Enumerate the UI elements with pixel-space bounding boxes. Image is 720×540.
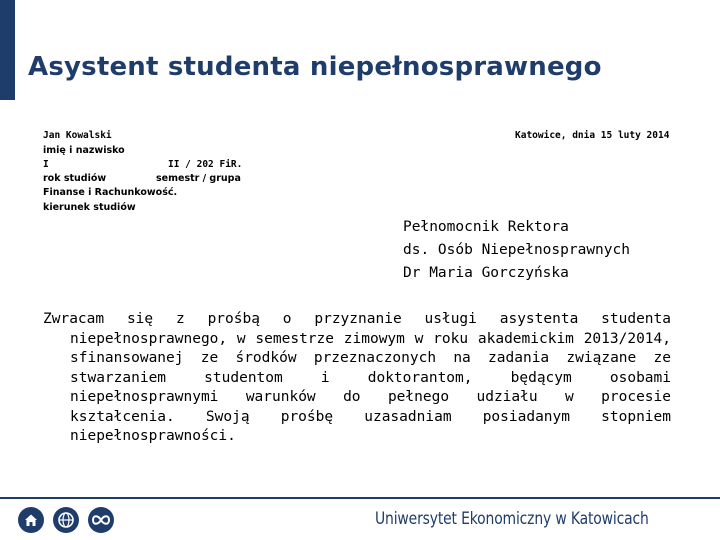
student-name-label: imię i nazwisko (43, 145, 125, 156)
university-name: Uniwersytet Ekonomiczny w Katowicach (375, 509, 649, 529)
recipient-line-3: Dr Maria Gorczyńska (403, 265, 569, 281)
infinity-icon[interactable] (88, 507, 114, 533)
globe-icon[interactable] (53, 507, 79, 533)
accent-bar (0, 0, 15, 100)
page-title: Asystent studenta niepełnosprawnego (28, 52, 602, 82)
student-semester-group: II / 202 FiR. (168, 159, 243, 170)
home-icon[interactable] (18, 507, 44, 533)
student-semester-group-label: semestr / grupa (156, 173, 241, 184)
footer-icons (18, 507, 114, 533)
letter-body-paragraph: Zwracam się z prośbą o przyznanie usługi asystenta studenta niepełnosprawnego, w semestrze zimowym w roku akademickim 2013/2014, sfinansowanej ze środków przeznaczonych na zadania związane ze stwarzaniem studentom i doktorantom, będącym osobami niepełnosprawnymi warunków do pełnego udziału w procesie kształcenia. Swoją prośbę uzasadniam posiadanym stopniem niepełnosprawności. (43, 311, 671, 444)
student-name: Jan Kowalski (43, 130, 112, 141)
footer-divider (0, 497, 720, 499)
date-line: Katowice, dnia 15 luty 2014 (515, 130, 670, 141)
recipient-block (403, 216, 630, 285)
recipient-line-2: ds. Osób Niepełnosprawnych (403, 242, 630, 258)
student-year-label: rok studiów (43, 173, 107, 184)
student-field-label: kierunek studiów (43, 202, 136, 213)
student-field: Finanse i Rachunkowość. (43, 187, 178, 198)
letter-body (43, 310, 671, 447)
student-year: I (43, 159, 49, 170)
recipient-line-1: Pełnomocnik Rektora (403, 219, 569, 235)
